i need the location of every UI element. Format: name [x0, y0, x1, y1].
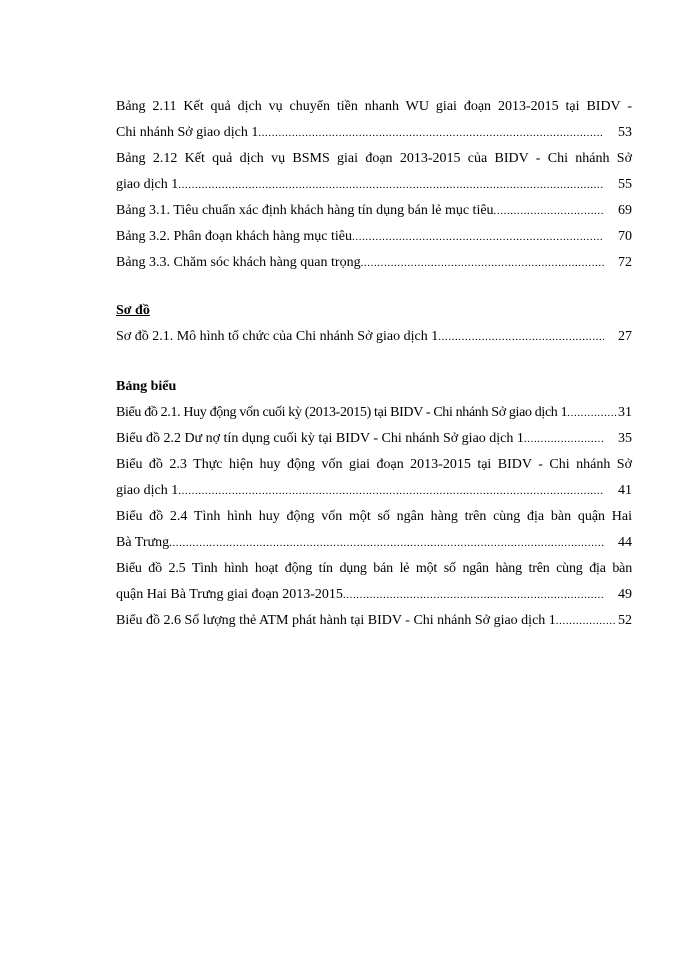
toc-entry-chart-2-2: [116, 426, 632, 452]
leader-dots: [343, 582, 604, 608]
leader-dots: [178, 172, 604, 198]
toc-entry-chart-2-4: [116, 504, 632, 556]
toc-entry-chart-2-5: [116, 556, 632, 608]
toc-page-number: 41: [618, 483, 632, 498]
toc-entry-text: Bảng 3.3. Chăm sóc khách hàng quan trọng: [116, 255, 361, 270]
toc-entry-text-cont: giao dịch 1: [116, 177, 179, 192]
section-heading-charts: Bảng biểu: [116, 379, 177, 394]
toc-page-number: 69: [618, 203, 632, 218]
toc-entry-text-cont: quận Hai Bà Trưng giai đoạn 2013-2015: [116, 587, 343, 602]
leader-dots: [524, 426, 604, 452]
toc-page-number: 49: [618, 587, 632, 602]
table-of-contents: [116, 94, 632, 634]
toc-entry-table-3-1: [116, 198, 632, 224]
leader-dots: [361, 250, 604, 276]
toc-entry-table-2-12: [116, 146, 632, 198]
leader-dots: [567, 400, 616, 426]
leader-dots: [169, 530, 604, 556]
leader-dots: [258, 120, 604, 146]
toc-page-number: 27: [618, 329, 632, 344]
section-heading-diagrams: Sơ đồ: [116, 303, 150, 318]
leader-dots: [494, 198, 604, 224]
toc-entry-text: Biểu đồ 2.1. Huy động vốn cuối kỳ (2013-2015) tại BIDV - Chi nhánh Sở giao dịch 1: [116, 405, 568, 420]
toc-page-number: 31: [618, 405, 632, 420]
toc-page-number: 53: [618, 125, 632, 140]
toc-entry-text: Bảng 2.12 Kết quả dịch vụ BSMS giai đoạn 2013-2015 của BIDV - Chi nhánh Sở: [116, 151, 632, 166]
toc-entry-chart-2-6: [116, 608, 632, 634]
toc-page-number: 55: [618, 177, 632, 192]
leader-dots: [352, 224, 604, 250]
toc-entry-text: Bảng 2.11 Kết quả dịch vụ chuyển tiền nhanh WU giai đoạn 2013-2015 tại BIDV -: [116, 99, 632, 114]
toc-page-number: 72: [618, 255, 632, 270]
toc-entry-table-3-3: [116, 250, 632, 276]
toc-entry-text-cont: Bà Trưng: [116, 535, 170, 550]
toc-entry-text: Bảng 3.1. Tiêu chuẩn xác định khách hàng tín dụng bán lẻ mục tiêu: [116, 203, 494, 218]
toc-entry-chart-2-1: [116, 400, 632, 426]
toc-entry-text: Biểu đồ 2.2 Dư nợ tín dụng cuối kỳ tại BIDV - Chi nhánh Sở giao dịch 1: [116, 431, 524, 446]
toc-entry-text: Biểu đồ 2.5 Tình hình hoạt động tín dụng bán lẻ một số ngân hàng trên cùng địa bàn: [116, 561, 632, 576]
toc-entry-table-2-11: [116, 94, 632, 146]
toc-entry-text-cont: Chi nhánh Sở giao dịch 1: [116, 125, 259, 140]
toc-entry-diagram-2-1: [116, 324, 632, 350]
leader-dots: [438, 324, 604, 350]
toc-entry-text: Biểu đồ 2.3 Thực hiện huy động vốn giai đoạn 2013-2015 tại BIDV - Chi nhánh Sở: [116, 457, 632, 472]
toc-entry-text-cont: giao dịch 1: [116, 483, 179, 498]
leader-dots: [178, 478, 604, 504]
toc-page-number: 35: [618, 431, 632, 446]
toc-entry-text: Biểu đồ 2.4 Tình hình huy động vốn một số ngân hàng trên cùng địa bàn quận Hai: [116, 509, 632, 524]
toc-entry-text: Bảng 3.2. Phân đoạn khách hàng mục tiêu: [116, 229, 353, 244]
toc-page-number: 52: [618, 613, 632, 628]
toc-entry-text: Biểu đồ 2.6 Số lượng thẻ ATM phát hành tại BIDV - Chi nhánh Sở giao dịch 1: [116, 613, 556, 628]
toc-entry-text: Sơ đồ 2.1. Mô hình tổ chức của Chi nhánh Sở giao dịch 1: [116, 329, 439, 344]
leader-dots: [556, 608, 616, 634]
toc-entry-chart-2-3: [116, 452, 632, 504]
toc-page-number: 70: [618, 229, 632, 244]
toc-page-number: 44: [618, 535, 632, 550]
toc-entry-table-3-2: [116, 224, 632, 250]
